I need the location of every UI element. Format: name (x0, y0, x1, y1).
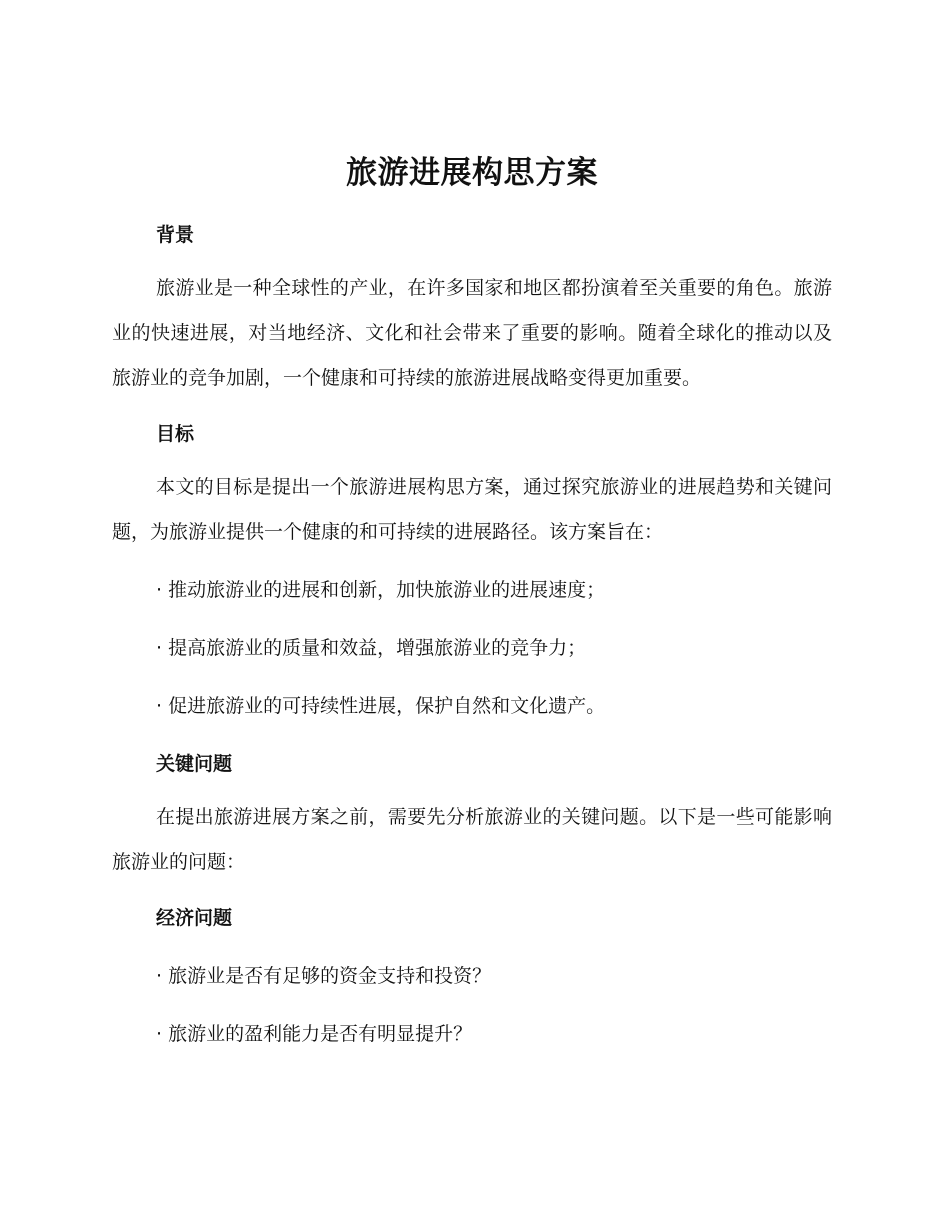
heading-key-issues: 关键问题 (156, 753, 233, 775)
bullet-economic-1: · 旅游业是否有足够的资金支持和投资？ (156, 965, 492, 987)
bullet-economic-2: · 旅游业的盈利能力是否有明显提升？ (156, 1023, 473, 1045)
paragraph-goal: 本文的目标是提出一个旅游进展构思方案，通过探究旅游业的进展趋势和关键问题，为旅游业提供一个健康的和可持续的进展路径。该方案旨在： (112, 476, 832, 543)
heading-background: 背景 (156, 224, 195, 246)
paragraph-background: 旅游业是一种全球性的产业，在许多国家和地区都扮演着至关重要的角色。旅游业的快速进展，对当地经济、文化和社会带来了重要的影响。随着全球化的推动以及旅游业的竞争加剧，一个健康和可持续的旅游进展战略变得更加重要。 (112, 277, 832, 389)
bullet-goal-2: · 提高旅游业的质量和效益，增强旅游业的竞争力； (156, 637, 587, 659)
document-page (112, 150, 832, 1051)
document-title: 旅游进展构思方案 (346, 155, 598, 191)
bullet-goal-3: · 促进旅游业的可持续性进展，保护自然和文化遗产。 (156, 695, 606, 717)
bullet-goal-1: · 推动旅游业的进展和创新，加快旅游业的进展速度； (156, 579, 606, 601)
heading-goal: 目标 (156, 423, 195, 445)
paragraph-key-issues: 在提出旅游进展方案之前，需要先分析旅游业的关键问题。以下是一些可能影响旅游业的问题： (112, 806, 832, 873)
heading-economic: 经济问题 (156, 907, 233, 929)
